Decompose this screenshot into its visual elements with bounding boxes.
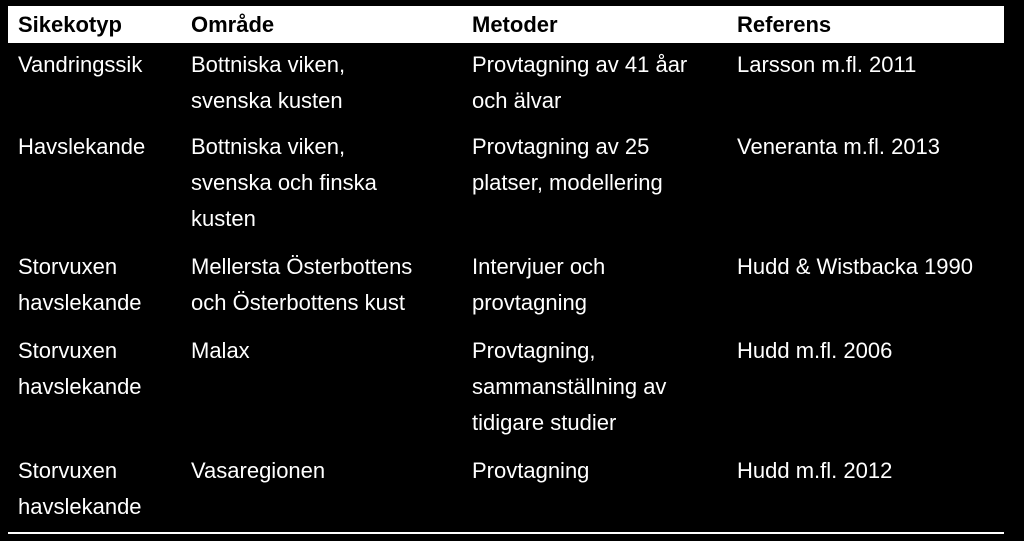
cell-line: havslekande — [18, 290, 142, 315]
table-row — [8, 449, 1004, 533]
cell-line: Provtagning, — [472, 338, 596, 363]
cell-omrade — [181, 449, 462, 533]
cell-sikekotyp — [8, 329, 181, 449]
header-metoder: Metoder — [472, 12, 558, 37]
cell-metoder — [462, 125, 727, 245]
table-row — [8, 245, 1004, 329]
cell-line: tidigare studier — [472, 410, 617, 435]
cell-line: Vandringssik — [18, 52, 143, 77]
study-table — [8, 6, 1004, 534]
cell-line: Mellersta Österbottens — [191, 254, 413, 279]
cell-sikekotyp — [8, 43, 181, 125]
cell-line: Intervjuer och — [472, 254, 606, 279]
table-header — [8, 6, 1004, 43]
header-referens: Referens — [737, 12, 832, 37]
cell-omrade — [181, 43, 462, 125]
header-sikekotyp: Sikekotyp — [18, 12, 122, 37]
cell-line: Provtagning av 25 — [472, 134, 650, 159]
table-row — [8, 43, 1004, 125]
cell-sikekotyp — [8, 125, 181, 245]
cell-referens — [727, 245, 1004, 329]
cell-line: och Österbottens kust — [191, 290, 405, 315]
cell-omrade — [181, 125, 462, 245]
table-row — [8, 329, 1004, 449]
cell-metoder — [462, 43, 727, 125]
cell-line: Vasaregionen — [191, 458, 326, 483]
cell-referens — [727, 43, 1004, 125]
cell-line: svenska och finska — [191, 170, 377, 195]
cell-line: Malax — [191, 338, 250, 363]
cell-sikekotyp — [8, 245, 181, 329]
cell-line: Hudd & Wistbacka 1990 — [737, 254, 974, 279]
cell-line: Provtagning — [472, 458, 590, 483]
cell-omrade — [181, 329, 462, 449]
cell-metoder — [462, 329, 727, 449]
cell-line: kusten — [191, 206, 256, 231]
cell-line: Hudd m.fl. 2012 — [737, 458, 893, 483]
cell-line: Havslekande — [18, 134, 146, 159]
cell-line: Hudd m.fl. 2006 — [737, 338, 893, 363]
cell-referens — [727, 329, 1004, 449]
header-row — [8, 6, 1004, 43]
cell-referens — [727, 449, 1004, 533]
header-omrade: Område — [191, 12, 275, 37]
table-body — [8, 43, 1004, 533]
cell-line: Storvuxen — [18, 458, 118, 483]
cell-metoder — [462, 245, 727, 329]
cell-line: Provtagning av 41 åar — [472, 52, 688, 77]
cell-line: havslekande — [18, 494, 142, 519]
cell-metoder — [462, 449, 727, 533]
cell-line: Bottniska viken, — [191, 52, 346, 77]
cell-line: Storvuxen — [18, 254, 118, 279]
cell-sikekotyp — [8, 449, 181, 533]
cell-line: svenska kusten — [191, 88, 343, 113]
cell-line: provtagning — [472, 290, 587, 315]
table-row — [8, 125, 1004, 245]
cell-referens — [727, 125, 1004, 245]
cell-line: Storvuxen — [18, 338, 118, 363]
study-table-container — [8, 6, 1004, 534]
cell-omrade — [181, 245, 462, 329]
cell-line: platser, modellering — [472, 170, 663, 195]
cell-line: Veneranta m.fl. 2013 — [737, 134, 941, 159]
cell-line: sammanställning av — [472, 374, 667, 399]
cell-line: Bottniska viken, — [191, 134, 346, 159]
cell-line: Larsson m.fl. 2011 — [737, 52, 917, 77]
cell-line: och älvar — [472, 88, 562, 113]
cell-line: havslekande — [18, 374, 142, 399]
